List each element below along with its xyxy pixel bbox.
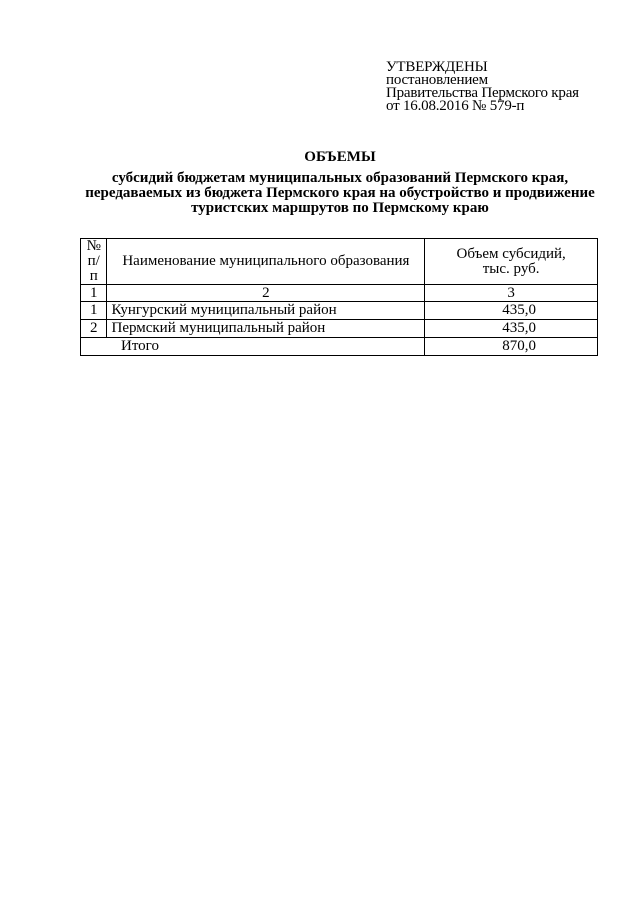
subtitle-line-3: туристских маршрутов по Пермскому краю <box>191 200 489 216</box>
total-label: Итого <box>107 338 425 356</box>
subtitle-line-1: субсидий бюджетам муниципальных образований Пермского края, <box>111 170 569 186</box>
header-amount-line-1: Объем субсидий, <box>456 245 566 262</box>
header-amount-line-2: тыс. руб. <box>482 260 540 277</box>
row-num: 1 <box>81 302 107 320</box>
index-cell-2: 2 <box>107 285 425 302</box>
row-name: Пермский муниципальный район <box>107 320 425 338</box>
approval-block <box>386 61 579 113</box>
subsidies-table <box>80 238 598 356</box>
header-num-symbol: № <box>86 238 101 254</box>
index-cell-3: 3 <box>425 285 598 302</box>
total-empty-cell <box>81 338 107 356</box>
header-name: Наименование муниципального образования <box>107 239 425 285</box>
document-title: ОБЪЕМЫ <box>304 149 376 165</box>
approval-line-date-number: от 16.08.2016 № 579-п <box>386 98 525 114</box>
subtitle-line-2: передаваемых из бюджета Пермского края на обустройство и продвижение <box>85 185 595 201</box>
table-row <box>81 320 598 338</box>
row-num: 2 <box>81 320 107 338</box>
header-amount <box>425 239 598 285</box>
header-num-abbr: п/п <box>87 253 100 284</box>
approval-line-government: Правительства Пермского края <box>386 85 579 101</box>
header-num <box>81 239 107 285</box>
table-row <box>81 302 598 320</box>
table-total-row <box>81 338 598 356</box>
table-header-row <box>81 239 598 285</box>
row-name: Кунгурский муниципальный район <box>107 302 425 320</box>
row-amount: 435,0 <box>425 320 598 338</box>
approval-line-decree: постановлением <box>386 72 488 88</box>
index-cell-1: 1 <box>81 285 107 302</box>
table-index-row <box>81 285 598 302</box>
total-amount: 870,0 <box>425 338 598 356</box>
row-amount: 435,0 <box>425 302 598 320</box>
approval-heading: УТВЕРЖДЕНЫ <box>386 59 488 75</box>
document-subtitle <box>0 171 640 216</box>
